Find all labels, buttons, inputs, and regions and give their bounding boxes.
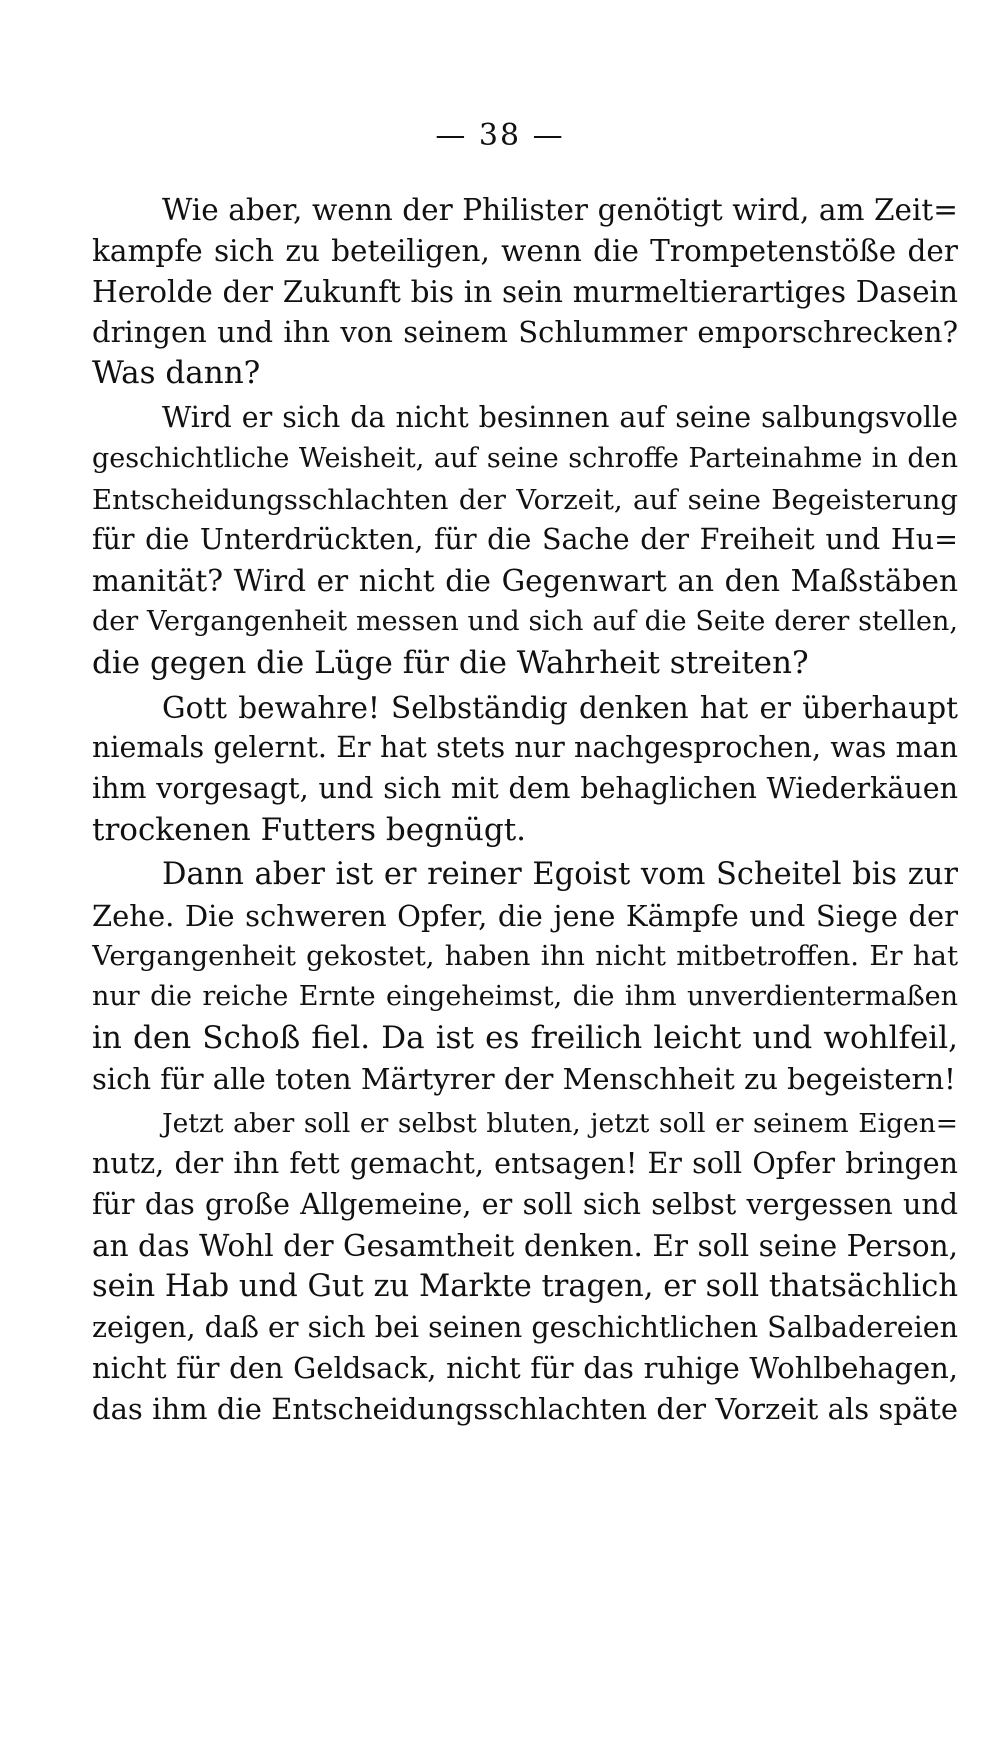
text-line: das ihm die Entscheidungsschlachten der Vorzeit als späte — [92, 1392, 958, 1427]
text-line: niemals gelernt. Er hat stets nur nachgesprochen, was man — [92, 731, 958, 765]
text-line: Gott bewahre! Selbständig denken hat er überhaupt — [162, 690, 958, 725]
text-line: manität? Wird er nicht die Gegenwart an den Maßstäben — [92, 564, 958, 599]
paragraph — [92, 190, 958, 394]
text-line: Zehe. Die schweren Opfer, die jene Kämpfe und Siege der — [92, 898, 958, 933]
text-line: Entscheidungsschlachten der Vorzeit, auf seine Begeisterung — [92, 483, 958, 516]
paragraph — [92, 855, 958, 1100]
page-number: — 38 — — [435, 118, 565, 153]
text-line: Wird er sich da nicht besinnen auf seine salbungsvolle — [162, 400, 958, 434]
text-line: Vergangenheit gekostet, haben ihn nicht mitbetroffen. Er hat — [92, 940, 958, 973]
paragraph — [92, 1104, 958, 1430]
text-line: nicht für den Geldsack, nicht für das ruhige Wohlbehagen, — [92, 1351, 958, 1386]
text-line: nur die reiche Ernte eingeheimst, die ihm unverdientermaßen — [92, 981, 958, 1013]
text-line: der Vergangenheit messen und sich auf die Seite derer stellen, — [92, 605, 958, 637]
text-line: an das Wohl der Gesamtheit denken. Er soll seine Person, — [92, 1228, 958, 1263]
paragraph — [92, 688, 958, 851]
text-line: für das große Allgemeine, er soll sich selbst vergessen und — [92, 1188, 958, 1222]
text-line: in den Schoß fiel. Da ist es freilich leicht und wohlfeil, — [92, 1019, 958, 1056]
body-text — [92, 190, 958, 1430]
text-line: Wie aber, wenn der Philister genötigt wird, am Zeit= — [162, 193, 958, 227]
text-line: Was dann? — [92, 355, 261, 392]
text-line: dringen und ihn von seinem Schlummer emporschrecken? — [92, 315, 958, 350]
text-line: ihm vorgesagt, und sich mit dem behaglichen Wiederkäuen — [92, 772, 958, 806]
text-line: Herolde der Zukunft bis in sein murmeltierartiges Dasein — [92, 274, 958, 309]
text-line: sich für alle toten Märtyrer der Menschheit zu begeistern! — [92, 1061, 956, 1096]
text-line: Jetzt aber soll er selbst bluten, jetzt soll er seinem Eigen= — [162, 1107, 958, 1139]
text-line: kampfe sich zu beteiligen, wenn die Trompetenstöße der — [92, 233, 958, 268]
text-line: trockenen Futters begnügt. — [92, 811, 526, 848]
text-line: sein Hab und Gut zu Markte tragen, er soll thatsächlich — [92, 1268, 958, 1304]
text-line: zeigen, daß er sich bei seinen geschichtlichen Salbadereien — [92, 1310, 958, 1344]
text-line: für die Unterdrückten, für die Sache der Freiheit und Hu= — [92, 523, 958, 557]
text-line: nutz, der ihn fett gemacht, entsagen! Er soll Opfer bringen — [92, 1147, 958, 1181]
text-line: geschichtliche Weisheit, auf seine schroffe Parteinahme in den — [92, 442, 958, 474]
paragraph — [92, 398, 958, 684]
text-line: die gegen die Lüge für die Wahrheit streiten? — [92, 644, 809, 681]
text-line: Dann aber ist er reiner Egoist vom Scheitel bis zur — [162, 856, 958, 892]
